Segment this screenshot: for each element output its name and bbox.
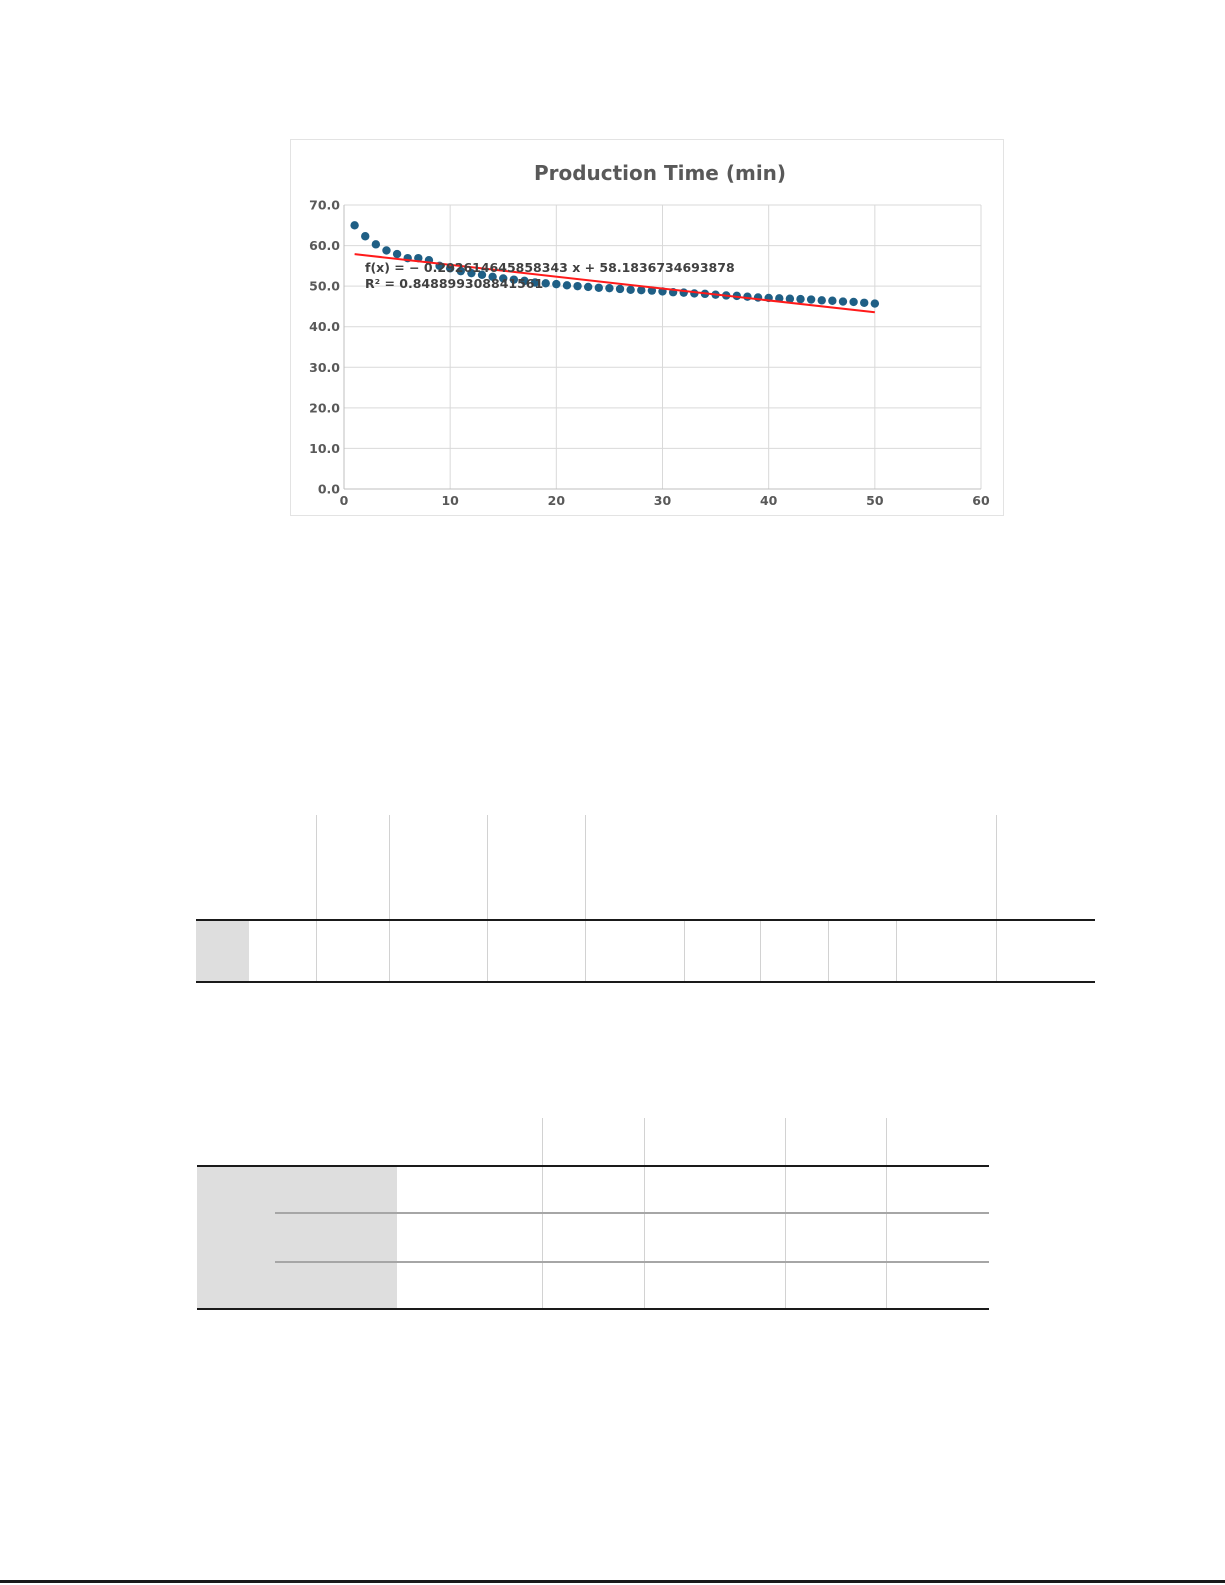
- data-point: [807, 295, 815, 303]
- table-2-header-cell: [197, 1167, 397, 1309]
- table-1-col-divider: [684, 921, 685, 982]
- table-2-row-divider: [275, 1261, 989, 1263]
- data-point: [839, 297, 847, 305]
- data-point: [552, 280, 560, 288]
- data-point: [796, 295, 804, 303]
- x-tick-label: 0: [339, 493, 349, 508]
- y-tick-label: 20.0: [309, 400, 340, 416]
- y-tick-label: 30.0: [309, 359, 340, 375]
- data-point: [849, 298, 857, 306]
- table-1-col-divider: [828, 921, 829, 982]
- page-bottom-rule: [0, 1580, 1225, 1583]
- data-point: [563, 281, 571, 289]
- data-point: [393, 250, 401, 258]
- data-point: [372, 240, 380, 248]
- y-tick-label: 50.0: [309, 278, 340, 294]
- table-1-col-divider: [896, 921, 897, 982]
- chart-frame: [291, 140, 1004, 516]
- data-point: [584, 283, 592, 291]
- x-tick-label: 60: [972, 493, 990, 508]
- y-tick-label: 40.0: [309, 319, 340, 335]
- table-1-col-divider: [389, 815, 390, 982]
- x-tick-label: 30: [653, 493, 672, 508]
- y-tick-label: 0.0: [317, 481, 340, 497]
- table-2-bottom-rule: [197, 1308, 989, 1310]
- table-1-bottom-rule: [196, 981, 1095, 983]
- data-point: [350, 221, 358, 229]
- table-1-header-cell: [196, 921, 249, 982]
- table-1-col-divider: [996, 815, 997, 982]
- table-1-top-rule: [196, 919, 1095, 921]
- data-point: [818, 296, 826, 304]
- y-tick-label: 70.0: [309, 197, 340, 213]
- data-point: [616, 285, 624, 293]
- data-point: [828, 297, 836, 305]
- table-2-top-rule: [197, 1165, 989, 1167]
- x-tick-label: 10: [441, 493, 459, 508]
- table-1-col-divider: [316, 815, 317, 982]
- data-point: [860, 299, 868, 307]
- x-tick-label: 20: [547, 493, 566, 508]
- data-point: [743, 292, 751, 300]
- table-2-row-divider: [275, 1212, 989, 1214]
- table-1-col-divider: [585, 815, 586, 982]
- trendline-r-squared: R² = 0.848899308841561: [365, 276, 544, 291]
- table-1-col-divider: [487, 815, 488, 982]
- data-point: [871, 299, 879, 307]
- y-tick-label: 60.0: [309, 238, 340, 254]
- data-point: [626, 286, 634, 294]
- data-point: [605, 284, 613, 292]
- data-point: [361, 232, 369, 240]
- x-tick-label: 40: [759, 493, 778, 508]
- x-tick-label: 50: [866, 493, 884, 508]
- chart-title: Production Time (min): [533, 161, 787, 185]
- table-1-col-divider: [760, 921, 761, 982]
- data-point: [573, 282, 581, 290]
- data-point: [595, 284, 603, 292]
- trendline-equation: f(x) = − 0.292614645858343 x + 58.1836734693878: [365, 260, 735, 275]
- y-tick-label: 10.0: [309, 440, 340, 456]
- data-point: [382, 246, 390, 254]
